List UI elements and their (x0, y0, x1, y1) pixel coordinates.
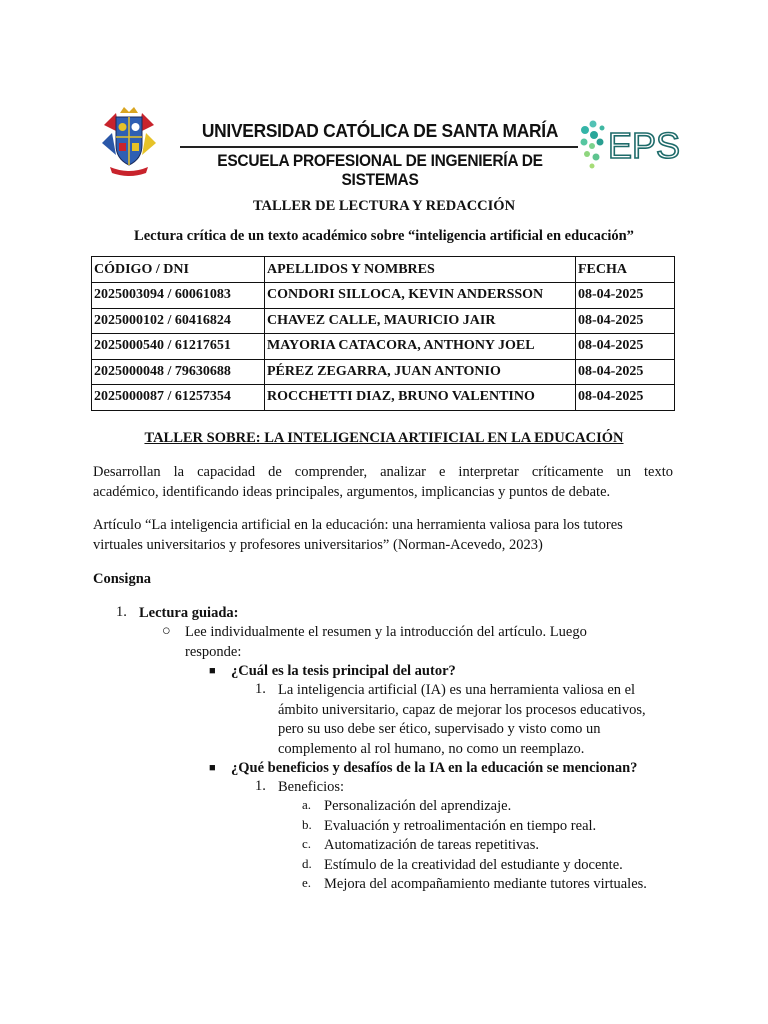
question-2: ¿Qué beneficios y desafíos de la IA en la educación se mencionan? (231, 760, 638, 776)
cell-code-dni: 2025000087 / 61257354 (92, 385, 265, 411)
header-divider (180, 146, 578, 148)
square-bullet-icon: ■ (209, 762, 216, 774)
cell-date: 08-04-2025 (576, 359, 675, 385)
list-item: Estímulo de la creatividad del estudiante y docente. (324, 857, 623, 873)
eps-logo-text: EPS (608, 125, 681, 166)
table-row (92, 283, 675, 309)
list-item: Mejora del acompañamiento mediante tutores virtuales. (324, 876, 647, 892)
article-line: Artículo “La inteligencia artificial en la educación: una herramienta valiosa para los tutores (93, 517, 623, 533)
answer-line: pero su uso debe ser ético, supervisado y visto como un (278, 721, 601, 737)
workshop-subtitle: Lectura crítica de un texto académico sobre “inteligencia artificial en educación” (134, 228, 634, 244)
cell-code-dni: 2025003094 / 60061083 (92, 283, 265, 309)
university-name: UNIVERSIDAD CATÓLICA DE SANTA MARÍA (201, 120, 559, 141)
workshop-title: TALLER DE LECTURA Y REDACCIÓN (252, 198, 516, 214)
university-crest-icon (98, 103, 160, 177)
school-name: ESCUELA PROFESIONAL DE INGENIERÍA DE SISTEMAS (217, 152, 543, 189)
cell-code-dni: 2025000540 / 61217651 (92, 334, 265, 360)
eps-logo-icon (576, 116, 681, 170)
instruction-line: responde: (185, 644, 242, 660)
table-row (92, 359, 675, 385)
list-item: Automatización de tareas repetitivas. (324, 837, 539, 853)
step-number: 1. (116, 604, 127, 620)
article-line: virtuales universitarios y profesores universitarios” (Norman-Acevedo, 2023) (93, 536, 543, 553)
instruction-line: Lee individualmente el resumen y la introducción del artículo. Luego (185, 624, 587, 640)
list-letter: e. (302, 875, 312, 890)
table-row (92, 385, 675, 411)
cell-names: CONDORI SILLOCA, KEVIN ANDERSSON (265, 283, 576, 309)
cell-date: 08-04-2025 (576, 385, 675, 411)
answer-line: complemento al rol humano, no como un reemplazo. (278, 741, 585, 757)
document-header (0, 0, 768, 190)
intro-line: Desarrollan la capacidad de comprender, analizar e interpretar críticamente un texto (93, 464, 673, 480)
answer-number: 1. (255, 681, 266, 697)
cell-date: 08-04-2025 (576, 283, 675, 309)
cell-code-dni: 2025000048 / 79630688 (92, 359, 265, 385)
list-letter: a. (302, 797, 312, 812)
list-letter: c. (302, 836, 312, 851)
table-row (92, 334, 675, 360)
table-header-row (92, 257, 675, 283)
header-code-dni: CÓDIGO / DNI (92, 257, 265, 283)
intro-paragraph (93, 463, 673, 502)
list-item: Evaluación y retroalimentación en tiempo real. (324, 818, 597, 834)
list-letter: d. (302, 856, 312, 871)
table-row (92, 308, 675, 334)
list-item: Personalización del aprendizaje. (324, 798, 512, 814)
section-title: TALLER SOBRE: LA INTELIGENCIA ARTIFICIAL EN LA EDUCACIÓN (144, 430, 624, 446)
intro-line: académico, identificando ideas principales, argumentos, implicancias y puntos de debate. (93, 483, 611, 500)
benefits-label: Beneficios: (278, 779, 345, 795)
answer-line: La inteligencia artificial (IA) es una herramienta valiosa en el (278, 682, 636, 698)
step-label: Lectura guiada: (139, 605, 239, 621)
cell-code-dni: 2025000102 / 60416824 (92, 308, 265, 334)
answer-number: 1. (255, 778, 266, 794)
cell-names: PÉREZ ZEGARRA, JUAN ANTONIO (265, 359, 576, 385)
cell-names: MAYORIA CATACORA, ANTHONY JOEL (265, 334, 576, 360)
cell-names: ROCCHETTI DIAZ, BRUNO VALENTINO (265, 385, 576, 411)
question-1: ¿Cuál es la tesis principal del autor? (231, 663, 456, 679)
answer-line: ámbito universitario, capaz de mejorar los procesos educativos, (278, 702, 646, 718)
article-paragraph (93, 516, 673, 555)
list-letter: b. (302, 817, 312, 832)
cell-date: 08-04-2025 (576, 334, 675, 360)
square-bullet-icon: ■ (209, 665, 216, 677)
hollow-bullet-icon: ○ (162, 623, 171, 639)
cell-date: 08-04-2025 (576, 308, 675, 334)
header-names: APELLIDOS Y NOMBRES (265, 257, 576, 283)
cell-names: CHAVEZ CALLE, MAURICIO JAIR (265, 308, 576, 334)
consigna-heading: Consigna (93, 571, 152, 587)
students-table (91, 256, 675, 411)
header-date: FECHA (576, 257, 675, 283)
